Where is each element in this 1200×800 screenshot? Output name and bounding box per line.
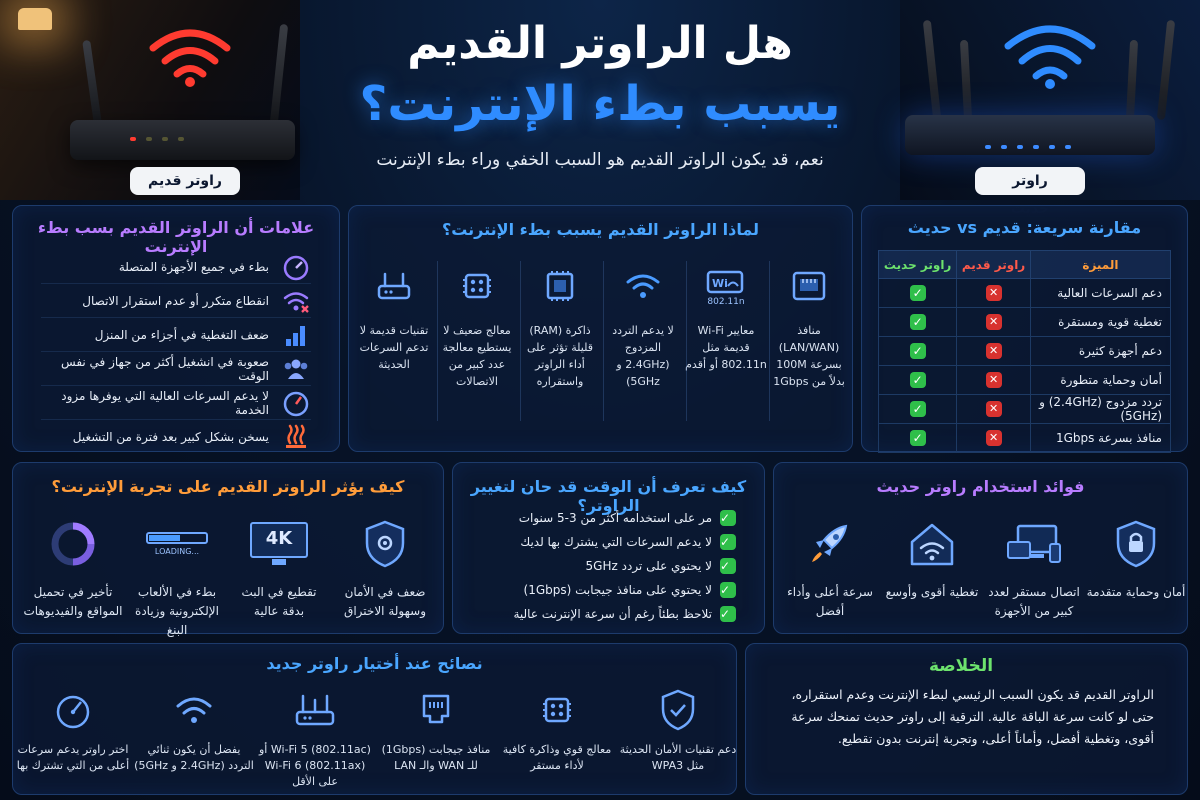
why-item [436,266,518,390]
effect-title: كيف يؤثر الراوتر القديم على تجربة الإنترنت؟ [51,477,405,496]
checklist-item [481,555,736,577]
benefit-item [882,519,982,602]
benefit-item [1086,519,1186,602]
table-row [879,366,1171,395]
label-new-router: راوتر [975,167,1085,195]
ethernet-icon [414,688,458,732]
feature-cell: تردد مزدوج (2.4GHz) و (5GHz) [1030,395,1170,424]
wifi-off-icon [281,286,311,316]
summary-panel [745,643,1188,795]
effect-text: تأخير في تحميل المواقع والفيديوهات [23,585,123,618]
column-header-new: راوتر حديث [879,251,957,279]
list-item [41,250,311,284]
tip-item [497,688,617,774]
why-badge: 802.11n [707,297,745,307]
checklist-text: لا يدعم السرعات التي يشترك بها لديك [520,535,712,549]
tips-title: نصائح عند أختيار راوتر جديد [266,654,483,673]
antenna [82,40,102,124]
tip-item [134,688,254,774]
feature-cell: دعم السرعات العالية [1030,279,1170,308]
list-item [41,284,311,318]
signs-title: علامات أن الراوتر القديم بسب بطء الإنترنت [37,218,315,256]
cross-icon: ✕ [986,372,1002,388]
why-item [353,266,435,373]
benefit-text: أمان وحماية متقدمة [1086,585,1186,599]
antenna [270,24,288,124]
benefits-panel [773,462,1188,634]
checklist-text: لا يحتوي على تردد 5GHz [585,559,712,573]
check-icon: ✓ [720,510,736,526]
feature-cell: أمان وحماية متطورة [1030,366,1170,395]
divider [437,261,438,421]
summary-title: الخلاصة [928,656,994,676]
check-icon: ✓ [910,343,926,359]
column-header-old: راوتر قديم [957,251,1031,279]
why-item [602,266,684,390]
monitor-4k-icon [248,519,310,569]
benefit-item [984,519,1084,621]
tip-text: دعم تقنيات الأمان الحديثة مثل WPA3 [619,743,737,772]
router-icon [374,266,414,306]
table-header-row [879,251,1171,279]
loading-text: LOADING... [154,547,200,556]
speedometer-icon [51,688,95,732]
sign-text: يسخن بشكل كبير بعد فترة من التشغيل [72,430,269,444]
page-title-highlight: يسبب بطء الإنترنت؟ [359,76,841,132]
checklist-item [481,507,736,529]
effect-item [335,519,435,621]
effect-item [127,519,227,640]
effect-item [23,519,123,621]
checklist-text: تلاحظ بطئاً رغم أن سرعة الإنترنت عالية [513,607,712,621]
checklist-item [481,579,736,601]
devices-icon [1003,519,1065,569]
tip-text: يفضل أن يكون ثنائي التردد (2.4GHz و 5GHz) [134,743,254,772]
sign-text: ضعف التغطية في أجزاء من المنزل [94,327,269,342]
rocket-icon [799,519,861,569]
why-text: منافذ (LAN/WAN) بسرعة 100M بدلاً من 1Gbps [773,324,845,388]
divider [520,261,521,421]
benefit-item [780,519,880,621]
tip-text: منافذ جيجابت (1Gbps) للـ WAN والـ LAN [381,743,491,772]
list-item [41,352,311,386]
checklist-text: مر على استخدامه أكثر من 3-5 سنوات [518,511,712,525]
shield-check-icon [656,688,700,732]
tip-text: معالج قوي وذاكرة كافية لأداء مستقر [502,743,612,772]
signal-bars-icon [281,320,311,350]
check-icon: ✓ [720,582,736,598]
compare-title: مقارنة سريعة: قديم vs حديث [907,218,1142,237]
feature-cell: دعم أجهزة كثيرة [1030,337,1170,366]
cpu-icon [457,266,497,306]
lamp-glow [18,8,52,30]
check-icon: ✓ [910,401,926,417]
speedometer-icon [281,388,311,418]
badge-4k: 4K [265,528,293,549]
cpu-icon [535,688,579,732]
why-item [519,266,601,390]
antenna [1157,20,1175,120]
wifi-red-icon [145,18,235,88]
tip-text: اختر راوتر يدعم سرعات أعلى من التي تشترك بها [16,743,130,772]
tip-item [255,688,375,790]
time-title: كيف تعرف أن الوقت قد حان لتغيير الراوتر؟ [470,477,747,515]
sign-text: صعوبة في انشغيل أكثر من جهاز في نفس الوقت [61,354,269,383]
check-icon: ✓ [720,606,736,622]
list-item [41,318,311,352]
benefits-title: فوائد استخدام راوتر حديث [876,477,1085,496]
table-row [879,424,1171,453]
label-old-router: راوتر قديم [130,167,240,195]
why-panel [348,205,853,452]
wifi-blue-icon [1000,16,1100,90]
table-row [879,395,1171,424]
cross-icon: ✕ [986,314,1002,330]
table-row [879,279,1171,308]
why-text: معالج ضعيف لا يستطيع معالجة عدد كبير من الاتصالات [442,324,512,388]
effect-text: ضعف في الأمان وسهولة الاختراق [344,585,426,618]
why-text: تقنيات قديمة لا تدعم السرعات الحديثة [359,324,429,371]
column-header-feature: الميزة [1030,251,1170,279]
feature-cell: تغطية قوية ومستقرة [1030,308,1170,337]
cross-icon: ✕ [986,343,1002,359]
divider [769,261,770,421]
comparison-table [878,250,1171,453]
benefit-text: سرعة أعلى وأداء أفضل [787,585,873,618]
why-text: معايير Wi-Fi قديمة مثل 802.11n أو أقدم [685,324,767,371]
users-icon [281,354,311,384]
ram-chip-icon [540,266,580,306]
why-title: لماذا الراوتر القديم يسبب بطء الإنترنت؟ [441,220,760,239]
check-icon: ✓ [910,285,926,301]
check-icon: ✓ [910,372,926,388]
checklist-text: لا يحتوي على منافذ جيجابت (1Gbps) [523,583,712,597]
antenna [1126,40,1138,120]
router-icon [293,688,337,732]
check-icon: ✓ [910,314,926,330]
compare-panel [861,205,1188,452]
divider [686,261,687,421]
benefit-text: تغطية أقوى وأوسع [885,585,979,599]
why-text: لا يدعم التردد المزدوج (2.4GHz و 5GHz) [612,324,674,388]
time-panel [452,462,765,634]
cross-icon: ✕ [986,285,1002,301]
sign-text: بطء في جميع الأجهزة المتصلة [118,259,269,274]
check-icon: ✓ [720,534,736,550]
effect-item [229,519,329,621]
wifi-icon [172,688,216,732]
new-router [905,115,1155,155]
antenna [960,40,972,120]
divider [603,261,604,421]
checklist-item [481,531,736,553]
ethernet-port-icon [789,266,829,306]
page-title: هل الراوتر القديم [407,18,793,69]
summary-text: الراوتر القديم قد يكون السبب الرئيسي لبطء الإنترنت وعدم استقراره، حتى لو كانت سرعة الباقة عالية. الترقية إلى راوتر حديث تمنحك سرعة أقوى، وتغطية أفضل، وأماناً أعلى، وتجربة إنترنت بدون تقطيع. [791,687,1154,746]
effect-text: تقطيع في البث بدقة عالية [241,585,317,618]
spinner-icon [42,519,104,569]
svg-text:Wi: Wi [712,277,728,290]
loading-fill [149,535,180,541]
why-item [768,266,850,390]
cross-icon: ✕ [986,401,1002,417]
speedometer-icon [281,252,311,282]
tip-item [376,688,496,774]
antenna [923,20,941,120]
wifi-icon [623,266,663,306]
table-row [879,308,1171,337]
cross-icon: ✕ [986,430,1002,446]
effect-text: بطء في الألعاب الإلكترونية وزيادة البنغ [135,585,219,637]
tip-text: Wi-Fi 5 (802.11ac) أو Wi-Fi 6 (802.11ax) على الأقل [259,743,371,788]
shield-gear-icon [354,519,416,569]
sign-text: انقطاع متكرر أو عدم استقرار الاتصال [82,293,269,308]
feature-cell: منافذ بسرعة 1Gbps [1030,424,1170,453]
shield-lock-icon [1105,519,1167,569]
router-lights [985,145,1071,149]
checklist-item [481,603,736,625]
tip-item [13,688,133,774]
list-item [41,386,311,420]
tip-item [618,688,738,774]
why-item [685,266,767,373]
check-icon: ✓ [720,558,736,574]
page-subtitle: نعم، قد يكون الراوتر القديم هو السبب الخفي وراء بطء الإنترنت [376,150,824,170]
check-icon: ✓ [910,430,926,446]
benefit-text: اتصال مستقر لعدد كبير من الأجهزة [988,585,1080,618]
tips-panel [12,643,737,795]
heat-icon [281,422,311,452]
why-text: ذاكرة (RAM) قليلة تؤثر على أداء الراوتر واستقراره [527,324,593,388]
home-wifi-icon [901,519,963,569]
old-router [70,120,295,160]
sign-text: لا يدعم السرعات العالية التي يوفرها مزود الخدمة [61,388,269,417]
list-item [41,420,311,454]
loading-bar-icon [146,519,208,569]
table-row [879,337,1171,366]
router-lights [130,137,184,141]
effect-panel [12,462,444,637]
signs-panel [12,205,340,452]
